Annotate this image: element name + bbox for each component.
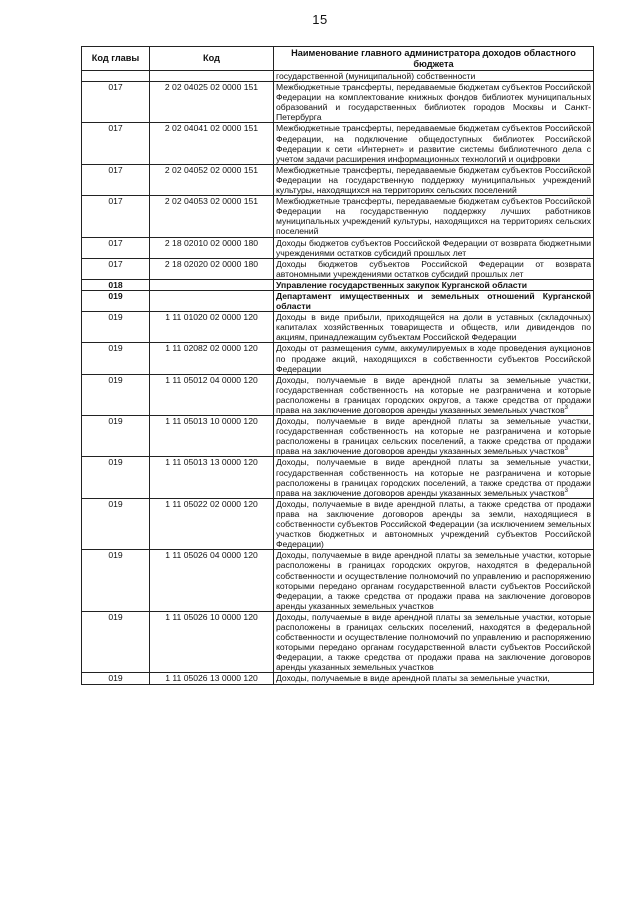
administrator-name-cell [274,123,594,164]
chief-code-cell: 017 [82,82,150,123]
table-row [82,237,594,258]
table-row [82,550,594,612]
revenue-code-cell: 1 11 05013 10 0000 120 [150,416,274,457]
page-number: 15 [312,12,328,27]
header-chief-code: Код главы [82,47,150,71]
revenue-administrators-table [81,46,594,685]
header-code: Код [150,47,274,71]
administrator-name-cell [274,196,594,237]
administrator-name-cell [274,164,594,195]
revenue-code-cell: 1 11 05012 04 0000 120 [150,374,274,415]
revenue-code-cell: 1 11 02082 02 0000 120 [150,343,274,374]
table-row [82,290,594,311]
administrator-name-cell [274,82,594,123]
revenue-code-cell: 2 18 02010 02 0000 180 [150,237,274,258]
table-row [82,457,594,498]
chief-code-cell: 019 [82,343,150,374]
revenue-code-cell: 2 02 04041 02 0000 151 [150,123,274,164]
administrator-name-cell [274,237,594,258]
administrator-name-cell [274,550,594,612]
chief-code-cell: 019 [82,611,150,673]
chief-code-cell [82,71,150,82]
table-row [82,123,594,164]
table-row [82,71,594,82]
revenue-code-cell: 1 11 05026 10 0000 120 [150,611,274,673]
name-text: Доходы от размещения сумм, аккумулируемых в ходе проведения аукционов по продаже акций, находящихся в собственности субъектов Российской Федерации [276,343,591,374]
table-row [82,343,594,374]
administrator-name-cell [274,279,594,290]
name-text: Департамент имущественных и земельных отношений Курганской области [276,290,591,312]
name-text: государственной (муниципальной) собственности [276,71,476,81]
revenue-code-cell [150,290,274,311]
chief-code-cell: 019 [82,457,150,498]
administrator-name-cell [274,343,594,374]
name-text: Управление государственных закупок Курганской области [276,279,528,290]
name-text: Доходы бюджетов субъектов Российской Федерации от возврата автономными учреждениями остатков субсидий прошлых лет [276,258,591,279]
administrator-name-cell [274,498,594,549]
revenue-code-cell: 1 11 05026 13 0000 120 [150,673,274,684]
name-text: Доходы, получаемые в виде арендной платы за земельные участки, государственная собственность на которые не разграничена и которые расположены в границах городских поселений, а также средства от продажи права на заключение договоров аренды указанных земельных участков [276,457,591,498]
name-text: Межбюджетные трансферты, передаваемые бюджетам субъектов Российской Федерации, на подключение общедоступных библиотек Российской Федерации к сети «Интернет» и развитие системы библиотечного дела с учетом задачи расширения информационных технологий и оцифровки [276,123,591,164]
name-text: Межбюджетные трансферты, передаваемые бюджетам субъектов Российской Федерации на государственную поддержку муниципальных учреждений культуры, находящихся на территориях сельских поселений [276,164,591,196]
header-name: Наименование главного администратора доходов областного бюджета [274,47,594,71]
revenue-code-cell: 1 11 05013 13 0000 120 [150,457,274,498]
revenue-code-cell [150,71,274,82]
name-text: Доходы, получаемые в виде арендной платы за земельные участки, государственная собственность на которые не разграничена и которые расположены в границах сельских поселений, а также средства от продажи права на заключение договоров аренды указанных земельных участков [276,416,591,457]
administrator-name-cell [274,673,594,684]
table-row [82,196,594,237]
chief-code-cell: 017 [82,258,150,279]
chief-code-cell: 019 [82,416,150,457]
chief-code-cell: 017 [82,164,150,195]
name-text: Доходы в виде прибыли, приходящейся на доли в уставных (складочных) капиталах хозяйственных товариществ и обществ, или дивидендов по акциям, принадлежащим субъектам Российской Федерации [276,312,591,343]
table-row [82,164,594,195]
chief-code-cell: 017 [82,196,150,237]
revenue-code-cell: 1 11 05022 02 0000 120 [150,498,274,549]
footnote-marker: 3 [564,487,568,494]
administrator-name-cell [274,611,594,673]
chief-code-cell: 018 [82,279,150,290]
chief-code-cell: 019 [82,550,150,612]
name-text: Доходы, получаемые в виде арендной платы за земельные участки, которые расположены в границах городских округов, находятся в федеральной собственности и осуществление полномочий по управлению и распоряжению которыми передано органам государственной власти субъектов Российской Федерации, а также средства от продажи права на заключение договоров аренды указанных земельных участков [276,550,591,611]
revenue-code-cell: 2 02 04052 02 0000 151 [150,164,274,195]
table-row [82,673,594,684]
table-row [82,82,594,123]
administrator-name-cell [274,312,594,343]
revenue-code-cell: 1 11 01020 02 0000 120 [150,312,274,343]
revenue-code-cell: 2 02 04025 02 0000 151 [150,82,274,123]
chief-code-cell: 017 [82,237,150,258]
name-text: Межбюджетные трансферты, передаваемые бюджетам субъектов Российской Федерации на комплектование книжных фондов библиотек муниципальных образований и государственных библиотек городов Москвы и Санкт-Петербурга [276,82,591,123]
administrator-name-cell [274,416,594,457]
table-header-row [82,47,594,71]
administrator-name-cell [274,290,594,311]
table-body [82,71,594,685]
revenue-code-cell: 2 02 04053 02 0000 151 [150,196,274,237]
administrator-name-cell [274,71,594,82]
name-text: Доходы, получаемые в виде арендной платы за земельные участки, государственная собственность на которые не разграничена и которые расположены в границах городских округов, а также средства от продажи права на заключение договоров аренды указанных земельных участков [276,374,591,415]
chief-code-cell: 019 [82,312,150,343]
revenue-code-cell [150,279,274,290]
administrator-name-cell [274,457,594,498]
revenue-code-cell: 1 11 05026 04 0000 120 [150,550,274,612]
footnote-marker: 3 [564,446,568,453]
chief-code-cell: 019 [82,290,150,311]
table-row [82,416,594,457]
chief-code-cell: 019 [82,374,150,415]
revenue-code-cell: 2 18 02020 02 0000 180 [150,258,274,279]
footnote-marker: 3 [564,405,568,412]
administrator-name-cell [274,374,594,415]
table-row [82,312,594,343]
table-row [82,374,594,415]
name-text: Межбюджетные трансферты, передаваемые бюджетам субъектов Российской Федерации на государственную поддержку лучших работников муниципальных учреждений культуры, находящихся на территориях сельских поселений [276,196,591,237]
name-text: Доходы, получаемые в виде арендной платы за земельные участки, [276,673,550,684]
chief-code-cell: 019 [82,673,150,684]
name-text: Доходы, получаемые в виде арендной платы, а также средства от продажи права на заключение договоров аренды за земли, находящиеся в собственности субъектов Российской Федерации (за исключением земельных участков бюджетных и автономных учреждений субъектов Российской Федерации) [276,498,591,550]
table-row [82,498,594,549]
table-row [82,258,594,279]
chief-code-cell: 019 [82,498,150,549]
administrator-name-cell [274,258,594,279]
table-row [82,611,594,673]
name-text: Доходы бюджетов субъектов Российской Федерации от возврата бюджетными учреждениями остатков субсидий прошлых лет [276,237,591,258]
chief-code-cell: 017 [82,123,150,164]
name-text: Доходы, получаемые в виде арендной платы за земельные участки, которые расположены в границах сельских поселений, находятся в федеральной собственности и осуществление полномочий по управлению и распоряжению которыми передано органам государственной власти субъектов Российской Федерации, а также средства от продажи права на заключение договоров аренды указанных земельных участков [276,611,591,673]
table-row [82,279,594,290]
